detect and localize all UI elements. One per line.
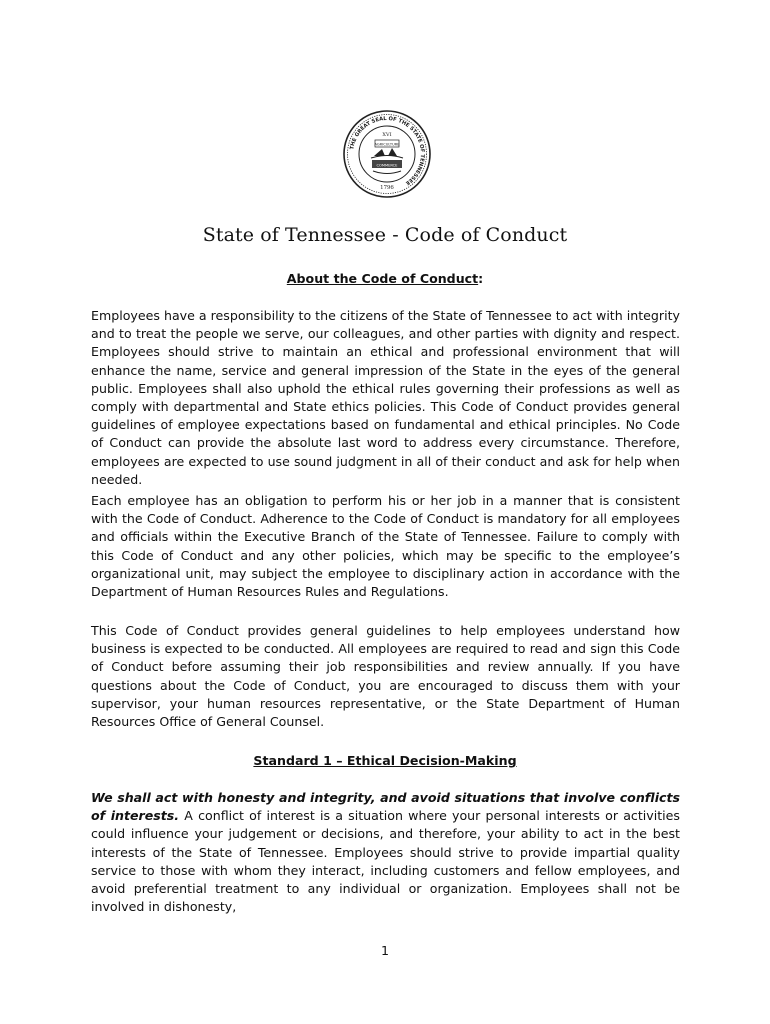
- standard-1-paragraph: [91, 789, 680, 916]
- svg-text:1796: 1796: [380, 185, 394, 191]
- about-heading-text: About the Code of Conduct: [286, 271, 479, 286]
- standard-1-body: A conflict of interest is a situation where your personal interests or activities could influence your judgement or decisions, and therefore, your ability to act in the best interests of the State of Tennessee. Employees should strive to provide impartial quality service to those with whom they interact, including customers and fellow employees, and avoid preferential treatment to any individual or organization. Employees shall not be involved in dishonesty,: [91, 808, 680, 915]
- svg-text:COMMERCE: COMMERCE: [376, 163, 398, 168]
- svg-text:THE GREAT SEAL OF THE STATE OF: THE GREAT SEAL OF THE STATE OF TENNESSEE: [349, 115, 426, 186]
- svg-text:XVI: XVI: [382, 132, 392, 138]
- about-heading: [0, 271, 770, 286]
- svg-text:AGRICULTURE: AGRICULTURE: [374, 142, 400, 147]
- intro-paragraph: Employees have a responsibility to the citizens of the State of Tennessee to act with integrity and to treat the people we serve, our colleagues, and other parties with dignity and respect. Employees should strive to maintain an ethical and professional environment that will enhance the name, service and general impression of the State in the eyes of the general public. Employees shall also uphold the ethical rules governing their professions as well as comply with departmental and State ethics policies. This Code of Conduct provides general guidelines of employee expectations based on fundamental and ethical principles. No Code of Conduct can provide the absolute last word to address every circumstance. Therefore, employees are expected to use sound judgment in all of their conduct and ask for help when needed.: [91, 308, 680, 487]
- standard-1-lead: We shall act with honesty and integrity, and avoid situations that involve conflicts of interests.: [91, 790, 680, 824]
- obligation-paragraph: Each employee has an obligation to perform his or her job in a manner that is consistent with the Code of Conduct. Adherence to the Code of Conduct is mandatory for all employees and officials within the Executive Branch of the State of Tennessee. Failure to comply with this Code of Conduct and any other policies, which may be specific to the employee’s organizational unit, may subject the employee to disciplinary action in accordance with the Department of Human Resources Rules and Regulations.: [91, 493, 680, 600]
- document-title: State of Tennessee - Code of Conduct: [202, 224, 568, 246]
- standard-1-heading: [0, 753, 770, 768]
- guidelines-paragraph: This Code of Conduct provides general guidelines to help employees understand how business is expected to be conducted. All employees are required to read and sign this Code of Conduct before assuming their job responsibilities and review annually. If you have questions about the Code of Conduct, you are encouraged to discuss them with your supervisor, your human resources representative, or the State Department of Human Resources Office of General Counsel.: [91, 623, 680, 730]
- standard-1-heading-text: Standard 1 – Ethical Decision-Making: [253, 753, 517, 768]
- about-heading-suffix: :: [478, 271, 484, 286]
- page-number: 1: [380, 943, 389, 958]
- state-seal-icon: [342, 109, 432, 199]
